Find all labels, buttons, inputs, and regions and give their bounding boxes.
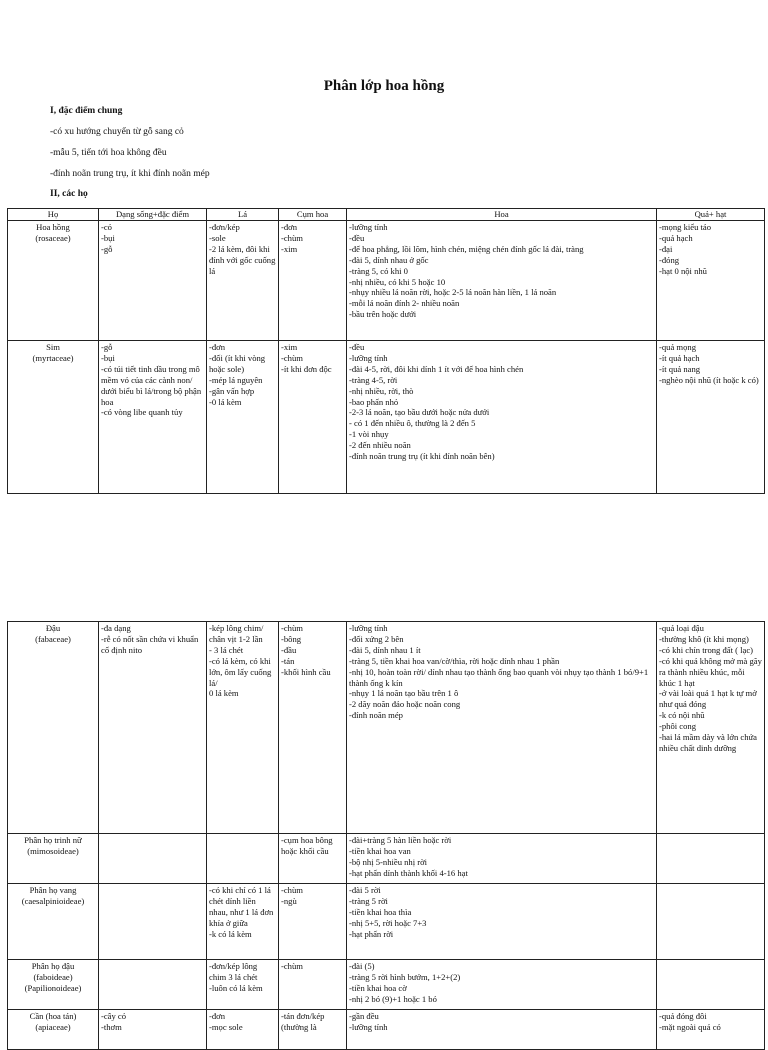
cell-line: -đài 5, dính nhau 1 ít — [349, 644, 421, 655]
cell-line: - 3 lá chét — [209, 644, 244, 655]
cell-line: -hạt phấn dính thành khối 4-16 hạt — [349, 867, 468, 878]
cell-line: Sim — [46, 342, 60, 352]
cell-line: -chùm — [281, 961, 303, 971]
cell-line: -mọng kiểu táo — [659, 222, 712, 232]
cell-line: -thường khô (ít khi mọng) — [659, 633, 749, 644]
cell-line: -có vòng libe quanh tủy — [101, 407, 183, 418]
cell-line: -lưỡng tính — [349, 1021, 388, 1032]
cell-line: -đa dạng — [101, 623, 131, 633]
cell-line: -chùm — [281, 885, 303, 895]
cell-line: (caesalpinioideae) — [21, 895, 85, 906]
cell-line: -ngù — [281, 895, 297, 906]
cell-line: -đầu — [281, 644, 297, 655]
cell-hoa — [347, 221, 657, 341]
cell-ho — [8, 341, 99, 494]
cell-line: -nhị nhiều, rời, thò — [349, 385, 414, 396]
table-row — [8, 960, 765, 1010]
cell-line: - có 1 đến nhiều ô, thường là 2 đến 5 — [349, 418, 476, 429]
section1-point: -mẫu 5, tiến tới hoa không đều — [50, 148, 167, 158]
document-title: Phân lớp hoa hồng — [323, 78, 445, 94]
cell-line: -lưỡng tính — [349, 623, 388, 633]
cell-line: -lưỡng tính — [349, 352, 388, 363]
cell-dang-song — [99, 1010, 207, 1050]
cell-line: -nhị nhiều, có khi 5 hoặc 10 — [349, 276, 446, 287]
cell-line: -rễ có nốt sần chứa vi khuẩn cố định nito — [101, 633, 199, 655]
cell-line: -ở vài loài quả 1 hạt k tự mở như quả đóng — [659, 688, 757, 710]
cell-line: -xim — [281, 243, 298, 254]
header-hoa: Hoa — [347, 209, 657, 221]
cell-line: -quả đóng đôi — [659, 1011, 707, 1021]
cell-line: -k có nội nhũ — [659, 710, 705, 721]
cell-line: -đế hoa phẳng, lồi lõm, hình chén, miệng chén đính gốc lá đài, tràng — [349, 243, 584, 254]
cell-cum-hoa — [279, 221, 347, 341]
cell-line: (Papilionoideae) — [24, 982, 82, 993]
cell-line: (rosaceae) — [35, 232, 71, 243]
cell-line: -bụi — [101, 232, 115, 243]
cell-line: -2 dãy noãn đảo hoặc noãn cong — [349, 699, 461, 710]
cell-cum-hoa — [279, 341, 347, 494]
cell-la — [207, 834, 279, 884]
cell-la — [207, 884, 279, 960]
table-row — [8, 1010, 765, 1050]
cell-line: -gỗ — [101, 342, 113, 352]
cell-line: -có khi quả không mở mà gãy ra thành nhiều khúc, mỗi khúc 1 hạt — [659, 655, 762, 688]
cell-line: -tiền khai hoa van — [349, 845, 411, 856]
cell-line: -tràng 5, có khi 0 — [349, 265, 408, 276]
cell-line: (apiaceae) — [35, 1021, 71, 1032]
cell-dang-song — [99, 960, 207, 1010]
cell-line: -nhụy 1 lá noãn tạo bầu trên 1 ô — [349, 688, 459, 699]
cell-la — [207, 622, 279, 834]
cell-la — [207, 960, 279, 1010]
cell-line: -tán đơn/kép (thường là — [281, 1011, 325, 1032]
cell-line: -đối xứng 2 bên — [349, 633, 404, 644]
cell-hoa — [347, 834, 657, 884]
cell-line: -cụm hoa bông hoặc khối cầu — [281, 835, 333, 856]
cell-dang-song — [99, 884, 207, 960]
cell-line: -đều — [349, 232, 365, 243]
cell-line: -có khi chỉ có 1 lá chét dính liền nhau, như 1 lá đơn khía ở giữa — [209, 885, 274, 928]
cell-line: -ít quả hạch — [659, 352, 700, 363]
cell-line: -thơm — [101, 1021, 122, 1032]
cell-line: -đóng — [659, 254, 680, 265]
cell-line: -nhị 2 bó (9)+1 hoặc 1 bó — [349, 993, 437, 1004]
cell-qua-hat — [657, 1010, 765, 1050]
cell-line: -1 vòi nhụy — [349, 429, 389, 440]
cell-line: (mimosoideae) — [27, 845, 79, 856]
cell-line: -bông — [281, 633, 302, 644]
cell-line: Đậu — [45, 623, 61, 633]
cell-line: -đơn/kép — [209, 222, 240, 232]
cell-hoa — [347, 960, 657, 1010]
cell-line: -đài 5, dính nhau ở gốc — [349, 254, 429, 265]
cell-line: -tràng 5 rời — [349, 895, 388, 906]
cell-line: Phân họ đậu — [31, 961, 75, 971]
section1-heading: I, đặc điểm chung — [50, 106, 123, 116]
cell-cum-hoa — [279, 834, 347, 884]
cell-line: -mọc sole — [209, 1021, 243, 1032]
cell-cum-hoa — [279, 884, 347, 960]
header-cum-hoa: Cụm hoa — [279, 209, 347, 221]
table-row — [8, 341, 765, 494]
cell-cum-hoa — [279, 622, 347, 834]
cell-line: -2 lá kèm, đôi khi đính với gốc cuống lá — [209, 243, 276, 276]
cell-line: -chùm — [281, 623, 303, 633]
cell-line: (fabaceae) — [35, 633, 71, 644]
cell-line: -ít khi đơn độc — [281, 363, 332, 374]
cell-line: -khối hình cầu — [281, 666, 331, 677]
cell-line: -cây cỏ — [101, 1011, 127, 1021]
cell-line: -kép lông chim/ chân vịt 1-2 lần — [209, 623, 264, 644]
cell-line: -nhị 5+5, rời hoặc 7+3 — [349, 917, 427, 928]
cell-qua-hat — [657, 341, 765, 494]
cell-line: -đơn — [209, 1011, 225, 1021]
cell-line: -đơn — [209, 342, 225, 352]
cell-ho — [8, 960, 99, 1010]
cell-hoa — [347, 884, 657, 960]
cell-line: Phân họ vang — [29, 885, 77, 895]
cell-line: Hoa hồng — [36, 222, 70, 232]
cell-line: -đài 5 rời — [349, 885, 381, 895]
header-ho: Họ — [8, 209, 99, 221]
cell-line: -tiền khai hoa cờ — [349, 982, 407, 993]
cell-qua-hat — [657, 960, 765, 1010]
cell-line: -có lá kèm, có khi lớn, ôm lấy cuống lá/ — [209, 655, 272, 688]
cell-line: -mỗi lá noãn đính 2- nhiều noãn — [349, 298, 460, 309]
cell-line: -tiền khai hoa thìa — [349, 906, 412, 917]
section1-point: -đính noãn trung trụ, ít khi đính noãn mép — [50, 169, 210, 179]
cell-ho — [8, 834, 99, 884]
cell-hoa — [347, 1010, 657, 1050]
cell-ho — [8, 884, 99, 960]
cell-line: (faboideae) — [33, 971, 73, 982]
cell-line: -tràng 5 rời hình bướm, 1+2+(2) — [349, 971, 461, 982]
cell-ho — [8, 221, 99, 341]
cell-line: -mép lá nguyên — [209, 374, 263, 385]
cell-line: -bao phấn nhỏ — [349, 396, 399, 407]
cell-cum-hoa — [279, 960, 347, 1010]
cell-line: (myrtaceae) — [32, 352, 74, 363]
cell-line: -xim — [281, 342, 298, 352]
cell-line: -đài 4-5, rời, đôi khi dính 1 ít với đế hoa hình chén — [349, 363, 524, 374]
cell-line: -nhụy nhiều lá noãn rời, hoặc 2-5 lá noãn hàn liền, 1 lá noãn — [349, 287, 557, 298]
cell-line: -tán — [281, 655, 295, 666]
cell-line: -chùm — [281, 352, 303, 363]
cell-line: -đại — [659, 243, 673, 254]
cell-line: -nghèo nội nhũ (ít hoặc k có) — [659, 374, 759, 385]
cell-line: -đính noãn trung trụ (ít khi đính noãn bên) — [349, 451, 495, 462]
cell-line: -bầu trên hoặc dưới — [349, 309, 417, 320]
family-table-1 — [7, 208, 765, 494]
cell-qua-hat — [657, 834, 765, 884]
cell-line: 0 lá kèm — [209, 688, 239, 699]
cell-line: -luôn có lá kèm — [209, 982, 263, 993]
cell-line: -tràng 5, tiền khai hoa van/cờ/thìa, rời hoặc dính nhau 1 phần — [349, 655, 560, 666]
cell-line: -đơn/kép lông chim 3 lá chét — [209, 961, 258, 982]
cell-la — [207, 341, 279, 494]
cell-line: -ít quả nang — [659, 363, 701, 374]
cell-line: -có khi chín trong đất ( lạc) — [659, 644, 754, 655]
cell-line: -hạt phấn rời — [349, 928, 394, 939]
cell-line: -nhị 10, hoàn toàn rời/ dính nhau tạo thành ống bao quanh vòi nhụy tạo thành 1 bó/9+1 thành ống k kín — [349, 666, 649, 688]
cell-qua-hat — [657, 622, 765, 834]
cell-hoa — [347, 622, 657, 834]
cell-line: Cần (hoa tán) — [29, 1011, 77, 1021]
cell-line: -quả loại đậu — [659, 623, 704, 633]
cell-la — [207, 221, 279, 341]
cell-line: -k có lá kèm — [209, 928, 252, 939]
section1-point: -có xu hướng chuyển từ gỗ sang cỏ — [50, 127, 184, 137]
table-row — [8, 221, 765, 341]
cell-line: -có túi tiết tinh dầu trong mô mềm vỏ của các cành non/ dưới biểu bì lá/trong bộ phận hoa — [101, 363, 202, 407]
cell-ho — [8, 622, 99, 834]
header-qua-hat: Quả+ hạt — [657, 209, 765, 221]
cell-line: -đơn — [281, 222, 297, 232]
cell-dang-song — [99, 221, 207, 341]
cell-qua-hat — [657, 221, 765, 341]
cell-dang-song — [99, 341, 207, 494]
table-row — [8, 884, 765, 960]
cell-dang-song — [99, 834, 207, 884]
cell-line: -hạt 0 nội nhũ — [659, 265, 707, 276]
cell-la — [207, 1010, 279, 1050]
section2-heading: II, các họ — [50, 189, 88, 199]
cell-line: -lưỡng tính — [349, 222, 388, 232]
cell-line: -quả hạch — [659, 232, 693, 243]
cell-line: -đều — [349, 342, 365, 352]
cell-line: -bộ nhị 5-nhiều nhị rời — [349, 856, 428, 867]
cell-dang-song — [99, 622, 207, 834]
cell-line: -bụi — [101, 352, 115, 363]
cell-line: -2-3 lá noãn, tạo bầu dưới hoặc nửa dưới — [349, 407, 490, 418]
table-row — [8, 622, 765, 834]
table-row — [8, 834, 765, 884]
cell-line: -đài (5) — [349, 961, 375, 971]
cell-line: -hai lá mầm dày và lớn chứa nhiều chất dinh dưỡng — [659, 732, 757, 753]
cell-line: -0 lá kèm — [209, 396, 242, 407]
header-dang-song: Dạng sống+đặc điểm — [99, 209, 207, 221]
cell-ho — [8, 1010, 99, 1050]
cell-line: -đính noãn mép — [349, 710, 403, 721]
cell-line: -2 đến nhiều noãn — [349, 440, 411, 451]
cell-line: -phôi cong — [659, 721, 696, 732]
cell-line: -mặt ngoài quả có — [659, 1021, 721, 1032]
family-table-2 — [7, 621, 765, 1050]
cell-line: -cỏ — [101, 222, 112, 232]
cell-line: -đài+tràng 5 hàn liền hoặc rời — [349, 835, 452, 845]
cell-line: -chùm — [281, 232, 303, 243]
header-la: Lá — [207, 209, 279, 221]
cell-line: -gần đều — [349, 1011, 379, 1021]
cell-line: -gỗ — [101, 243, 113, 254]
cell-line: -quả mọng — [659, 342, 696, 352]
cell-line: -đối (ít khi vòng hoặc sole) — [209, 352, 266, 374]
cell-line: -sole — [209, 232, 226, 243]
cell-line: -tràng 4-5, rời — [349, 374, 398, 385]
cell-line: Phân họ trinh nữ — [24, 835, 82, 845]
cell-qua-hat — [657, 884, 765, 960]
cell-line: -gân vấn hợp — [209, 385, 255, 396]
cell-hoa — [347, 341, 657, 494]
cell-cum-hoa — [279, 1010, 347, 1050]
